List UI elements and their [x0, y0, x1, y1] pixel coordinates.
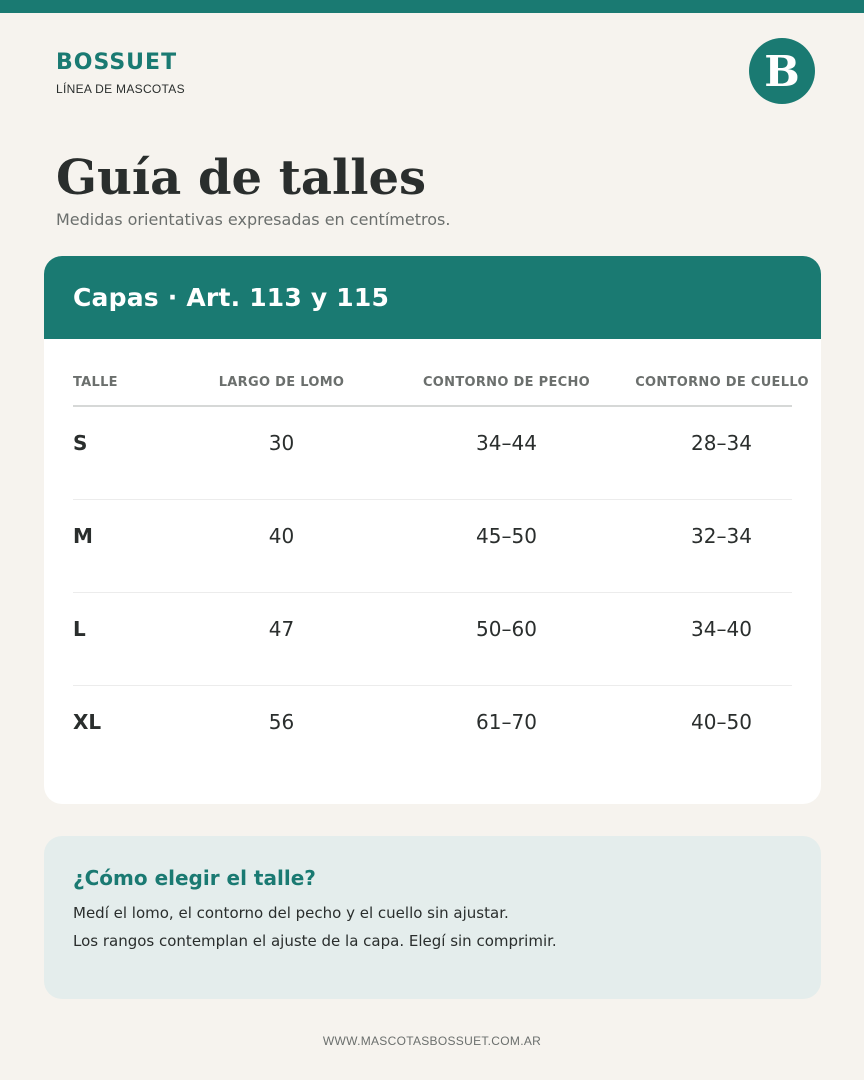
table-row — [73, 592, 792, 685]
page-title: Guía de talles — [56, 150, 427, 206]
footer-url: WWW.MASCOTASBOSSUET.COM.AR — [322, 1034, 542, 1048]
size-table-title: Capas · Art. 113 y 115 — [73, 283, 390, 312]
tips-title: ¿Cómo elegir el talle? — [73, 866, 316, 890]
size-cell: S — [73, 431, 88, 455]
brand-block — [56, 50, 185, 96]
tips-line: Los rangos contemplan el ajuste de la capa. Elegí sin comprimir. — [73, 932, 557, 950]
size-cell: M — [73, 524, 93, 548]
chest-cell: 45–50 — [476, 524, 537, 548]
back-length-cell: 40 — [268, 524, 295, 548]
table-row — [73, 499, 792, 592]
size-table — [73, 339, 809, 778]
size-cell: XL — [73, 710, 102, 734]
size-tips-box — [44, 836, 821, 999]
brand-logo: B — [749, 38, 815, 104]
back-length-cell: 30 — [268, 431, 295, 455]
neck-cell: 32–34 — [691, 524, 752, 548]
chest-cell: 61–70 — [476, 710, 537, 734]
table-header-row — [73, 339, 809, 407]
size-cell: L — [73, 617, 86, 641]
column-header-neck: CONTORNO DE CUELLO — [635, 375, 809, 390]
chest-cell: 34–44 — [476, 431, 537, 455]
top-accent-bar — [0, 0, 864, 13]
column-header-back-length: LARGO DE LOMO — [218, 375, 345, 390]
back-length-cell: 56 — [268, 710, 295, 734]
tips-line: Medí el lomo, el contorno del pecho y el cuello sin ajustar. — [73, 904, 509, 922]
neck-cell: 28–34 — [691, 431, 752, 455]
chest-cell: 50–60 — [476, 617, 537, 641]
brand-tagline: LÍNEA DE MASCOTAS — [56, 82, 185, 96]
back-length-cell: 47 — [268, 617, 295, 641]
column-header-chest: CONTORNO DE PECHO — [422, 375, 591, 390]
brand-name: BOSSUET — [56, 50, 178, 75]
size-table-card — [44, 256, 821, 804]
neck-cell: 34–40 — [691, 617, 752, 641]
page-subtitle: Medidas orientativas expresadas en centímetros. — [56, 210, 451, 229]
size-table-header — [44, 256, 821, 339]
table-row — [73, 407, 792, 499]
neck-cell: 40–50 — [691, 710, 752, 734]
column-header-size: TALLE — [73, 375, 118, 390]
table-row — [73, 685, 792, 778]
